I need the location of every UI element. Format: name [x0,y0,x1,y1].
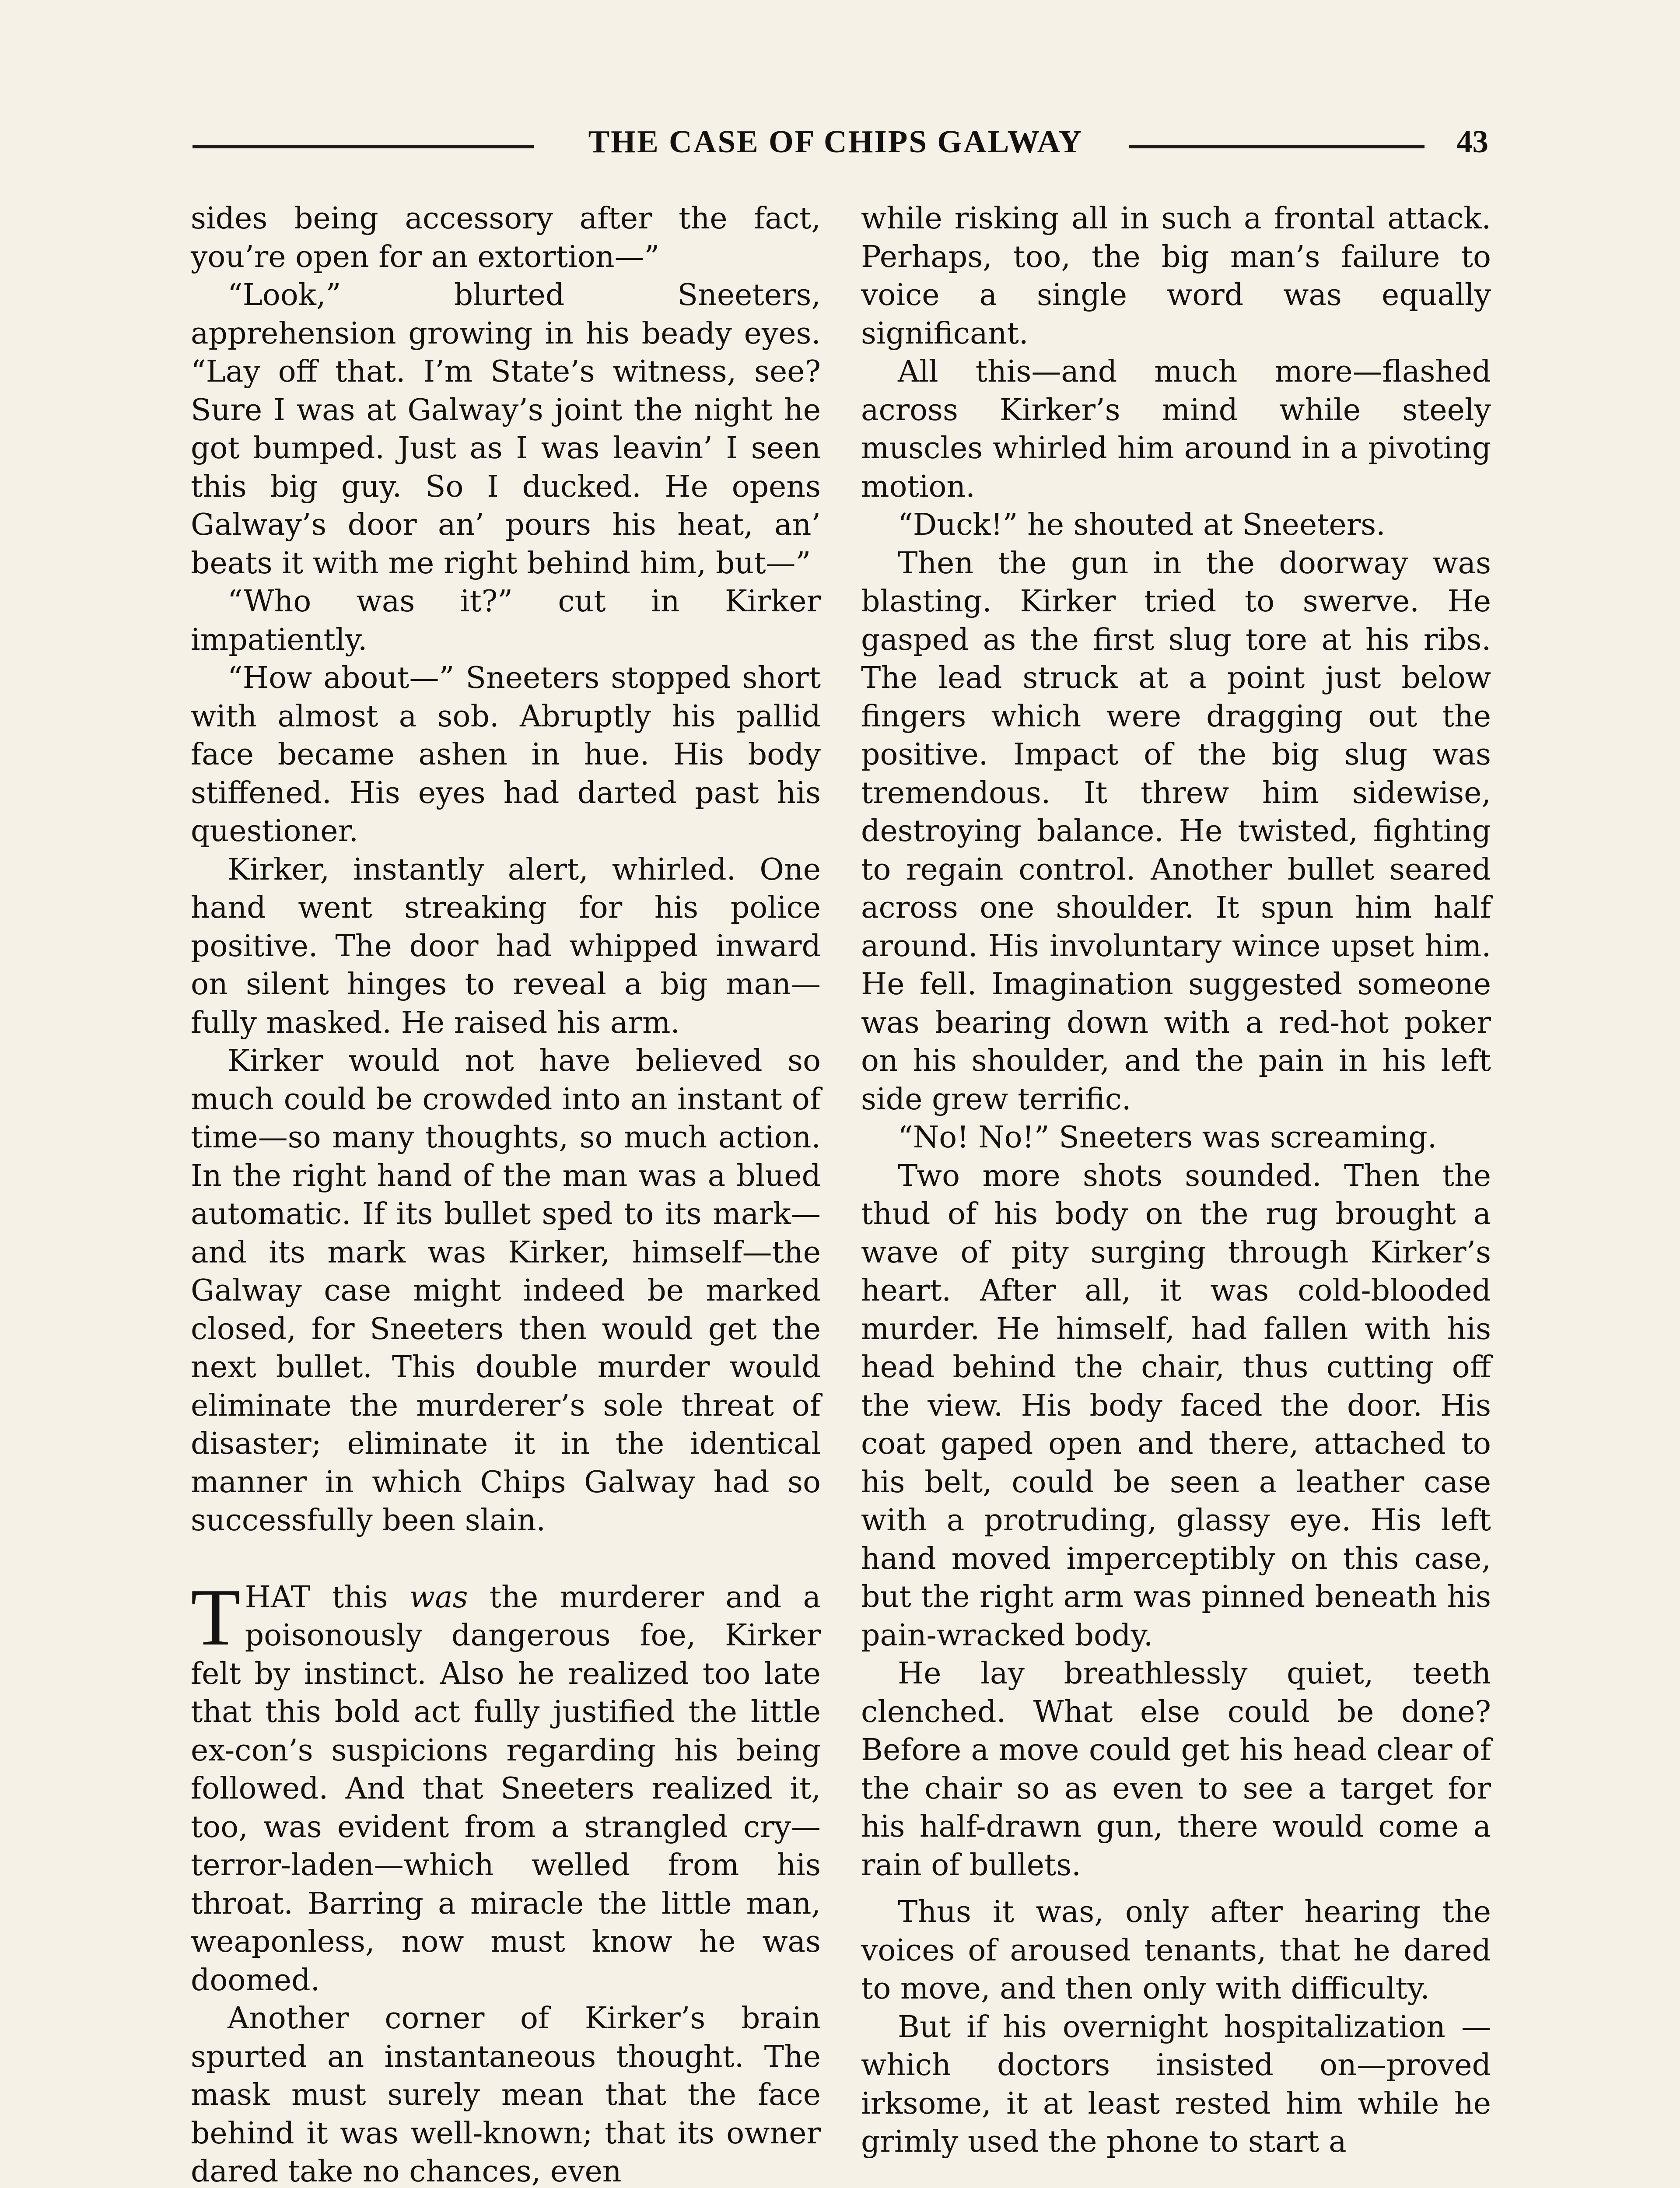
paragraph: “Duck!” he shouted at Sneeters. [898,508,1386,542]
section-start-paragraph [191,1572,821,2000]
running-header [192,119,1488,172]
paragraph: “Look,” blurted Sneeters, apprehension growing in his beady eyes. “Lay off that. I’m State’s witness, see? Sure I was at Galway’s joint the night he got bumped. Just as I was leavin’ I seen this big guy. So I ducked. He opens Galway’s door an’ pours his heat, an’ beats it with me right behind him, but—” [191,278,821,581]
paragraph: Thus it was, only after hearing the voices of aroused tenants, that he dared to move, and then only with difficulty. [861,1895,1491,2006]
paragraph: Kirker would not have believed so much could be crowded into an instant of time—so many thoughts, so much action. In the right hand of the man was a blued automatic. If its bullet sped to its mark—and its mark was Kirker, himself—the Galway case might indeed be marked closed, for Sneeters then would get the next bullet. This double murder would eliminate the murderer’s sole threat of disaster; eliminate it in the identical manner in which Chips Galway had so successfully been slain. [191,1044,821,1538]
paragraph: Another corner of Kirker’s brain spurted an instantaneous thought. The mask must surely mean that the face behind it was well-known; that its owner dared take no chances, even [191,2001,821,2188]
text-column-left [191,200,821,2188]
header-rule-left [192,145,534,148]
paragraph: “Who was it?” cut in Kirker impatiently. [191,584,821,657]
paragraph: “How about—” Sneeters stopped short with almost a sob. Abruptly his pallid face became ashen in hue. His body stiffened. His eyes had darted past his questioner. [191,661,821,849]
running-title: THE CASE OF CHIPS GALWAY [588,124,1083,159]
paragraph: He lay breathlessly quiet, teeth clenched. What else could be done? Before a move could get his head clear of the chair so as even to see a target for his half-drawn gun, there would come a rain of bullets. [861,1656,1491,1883]
drop-cap: T [191,1572,241,1662]
paragraph: sides being accessory after the fact, you’re open for an extortion—” [191,201,821,274]
paragraph: Two more shots sounded. Then the thud of his body on the rug brought a wave of pity surging through Kirker’s heart. After all, it was cold-blooded murder. He himself, had fallen with his head behind the chair, thus cutting off the view. His body faced the door. His coat gaped open and there, attached to his belt, could be seen a leather case with a protruding, glassy eye. His left hand moved imperceptibly on this case, but the right arm was pinned beneath his pain-wracked body. [861,1158,1491,1653]
text-column-right [861,200,1491,2161]
header-rule-right [1129,145,1424,148]
paragraph: “No! No!” Sneeters was screaming. [898,1120,1437,1155]
emphasis-text: was [409,1580,468,1615]
page-number: 43 [1456,124,1488,159]
paragraph-text: the murderer and a poisonously dangerous foe, Kirker felt by instinct. Also he realized too late that this bold act fully justified the little ex-con’s suspicions regarding his being followed. And that Sneeters realized it, too, was evident from a strangled cry—terror-laden—which welled from his throat. Barring a miracle the little man, weaponless, now must know he was doomed. [191,1580,821,1998]
paragraph: while risking all in such a frontal attack. Perhaps, too, the big man’s failure to voice a single word was equally significant. [861,201,1491,351]
paragraph-text: HAT this [245,1580,410,1615]
paragraph: Then the gun in the doorway was blasting. Kirker tried to swerve. He gasped as the first slug tore at his ribs. The lead struck at a point just below fingers which were dragging out the positive. Impact of the big slug was tremendous. It threw him sidewise, destroying balance. He twisted, fighting to regain control. Another bullet seared across one shoulder. It spun him half around. His involuntary wince upset him. He fell. Imagination suggested someone was bearing down with a red-hot poker on his shoulder, and the pain in his left side grew terrific. [861,546,1491,1117]
paragraph: Kirker, instantly alert, whirled. One hand went streaking for his police positive. The door had whipped inward on silent hinges to reveal a big man—fully masked. He raised his arm. [191,852,821,1040]
paragraph: But if his overnight hospitalization —which doctors insisted on—proved irksome, it at least rested him while he grimly used the phone to start a [861,2009,1491,2159]
paragraph: All this—and much more—flashed across Kirker’s mind while steely muscles whirled him around in a pivoting motion. [861,354,1491,504]
